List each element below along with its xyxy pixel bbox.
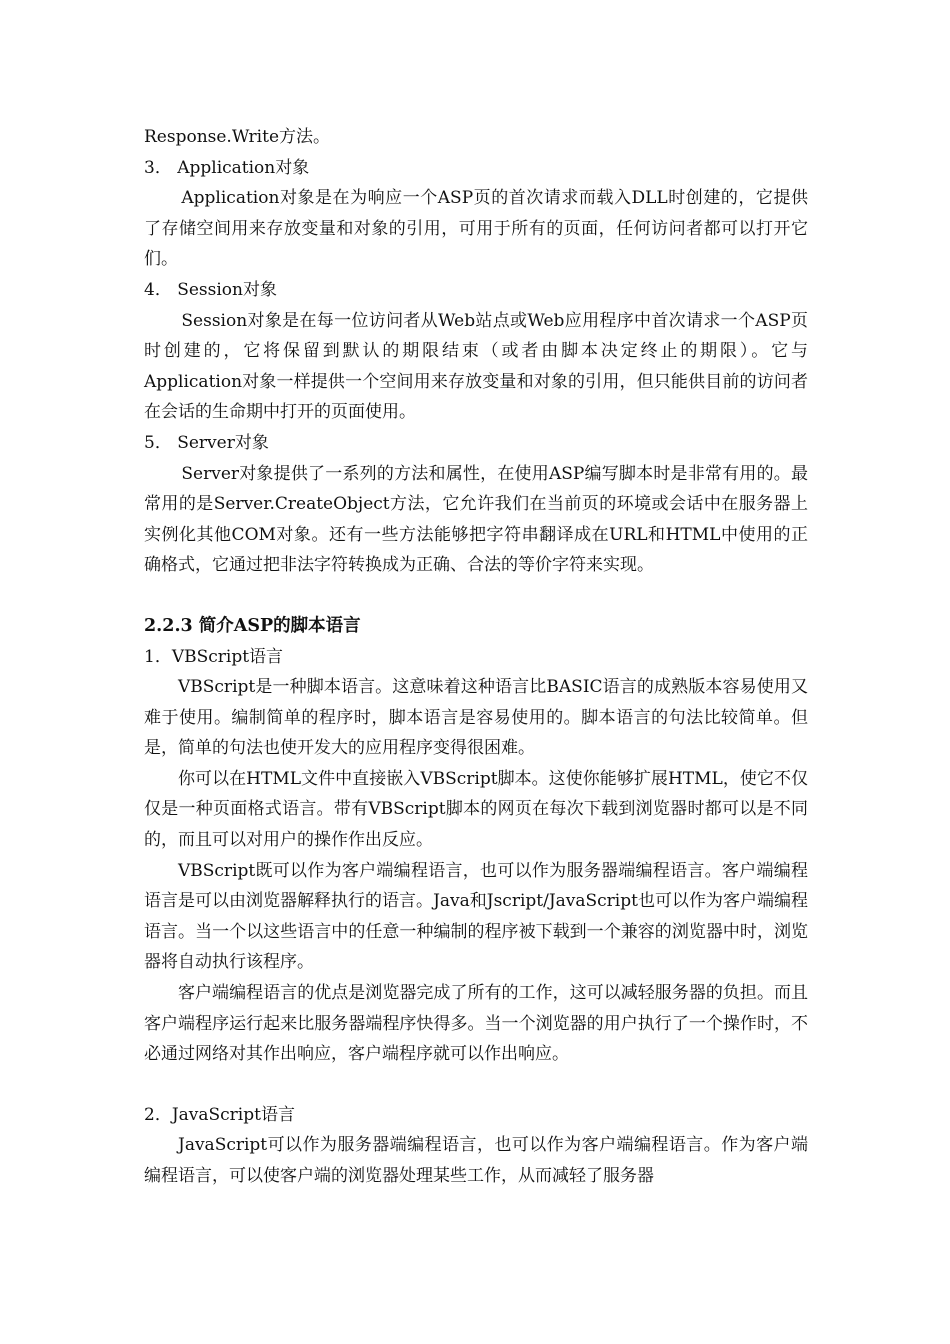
list-heading-javascript: 2．JavaScript语言 bbox=[144, 1104, 295, 1125]
paragraph: Session对象是在每一位访问者从Web站点或Web应用程序中首次请求一个ASP页时创建的，它将保留到默认的期限结束（或者由脚本决定终止的期限）。它与Application对象一样提供一个空间用来存放变量和对象的引用，但只能供目前的访问者在会话的生命期中打开的页面使用。 bbox=[144, 310, 808, 423]
document-body bbox=[144, 122, 808, 1192]
paragraph: VBScript既可以作为客户端编程语言，也可以作为服务器端编程语言。客户端编程语言是可以由浏览器解释执行的语言。Java和Jscript/JavaScript也可以作为客户端编程语言。当一个以这些语言中的任意一种编制的程序被下载到一个兼容的浏览器中时，浏览器将自动执行该程序。 bbox=[144, 860, 808, 973]
spacer bbox=[144, 581, 808, 611]
paragraph: Server对象提供了一系列的方法和属性，在使用ASP编写脚本时是非常有用的。最常用的是Server.CreateObject方法，它允许我们在当前页的环境或会话中在服务器上实例化其他COM对象。还有一些方法能够把字符串翻译成在URL和HTML中使用的正确格式，它通过把非法字符转换成为正确、合法的等价字符来实现。 bbox=[144, 463, 808, 576]
list-heading-session: 4． Session对象 bbox=[144, 279, 277, 300]
paragraph: VBScript是一种脚本语言。这意味着这种语言比BASIC语言的成熟版本容易使用又难于使用。编制简单的程序时，脚本语言是容易使用的。脚本语言的句法比较简单。但是，简单的句法也使开发大的应用程序变得很困难。 bbox=[144, 677, 808, 759]
spacer bbox=[144, 1070, 808, 1100]
paragraph: JavaScript可以作为服务器端编程语言，也可以作为客户端编程语言。作为客户端编程语言，可以使客户端的浏览器处理某些工作，从而减轻了服务器 bbox=[144, 1135, 808, 1186]
paragraph: 客户端编程语言的优点是浏览器完成了所有的工作，这可以减轻服务器的负担。而且客户端程序运行起来比服务器端程序快得多。当一个浏览器的用户执行了一个操作时，不必通过网络对其作出响应，客户端程序就可以作出响应。 bbox=[144, 983, 808, 1065]
section-heading: 2.2.3 简介ASP的脚本语言 bbox=[144, 615, 361, 636]
list-heading-application: 3． Application对象 bbox=[144, 157, 310, 178]
list-heading-server: 5． Server对象 bbox=[144, 432, 269, 453]
paragraph: 你可以在HTML文件中直接嵌入VBScript脚本。这使你能够扩展HTML，使它不仅仅是一种页面格式语言。带有VBScript脚本的网页在每次下载到浏览器时都可以是不同的，而且可以对用户的操作作出反应。 bbox=[144, 768, 808, 851]
list-heading-vbscript: 1．VBScript语言 bbox=[144, 646, 284, 667]
paragraph: Response.Write方法。 bbox=[144, 127, 331, 147]
paragraph: Application对象是在为响应一个ASP页的首次请求而载入DLL时创建的，它提供了存储空间用来存放变量和对象的引用，可用于所有的页面，任何访问者都可以打开它们。 bbox=[144, 188, 808, 270]
